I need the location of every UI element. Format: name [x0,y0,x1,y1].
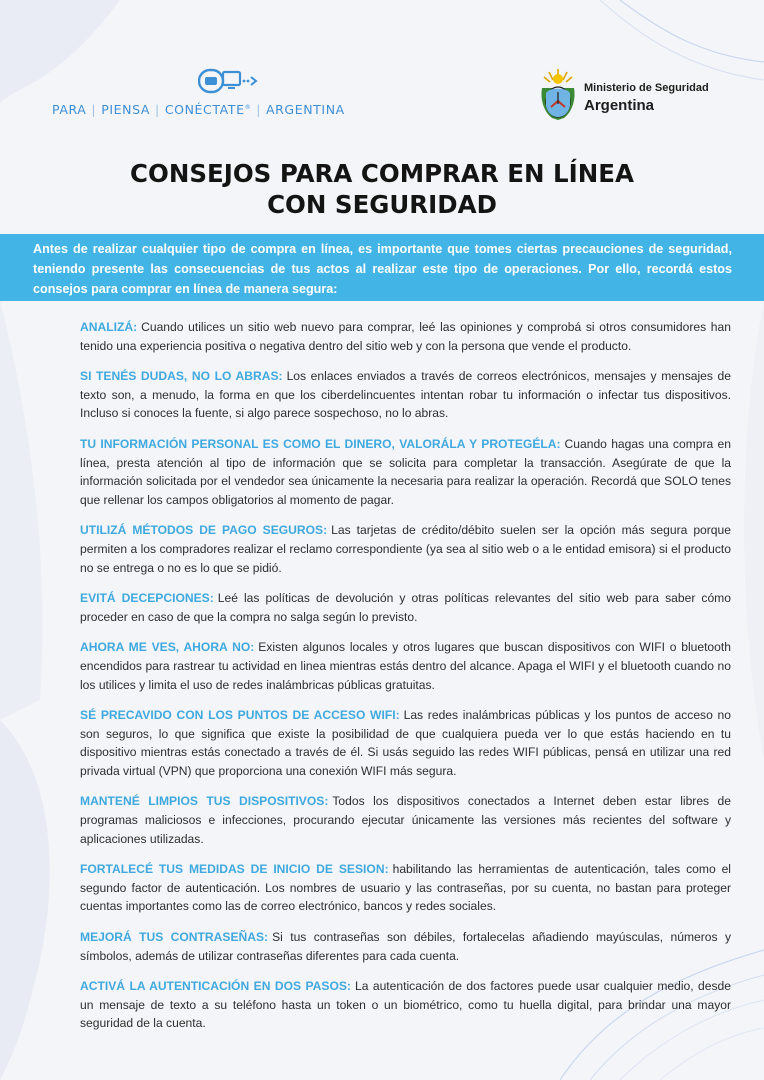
intro-banner: Antes de realizar cualquier tipo de compra en línea, es importante que tomes ciertas precauciones de seguridad, teniendo presente las consecuencias de tus actos al realizar este tipo de operaciones. Por ello, recordá estos consejos para comprar en línea de manera segura: [0,234,764,301]
tip-metodos-de-pago [80,521,731,577]
tip-text: Las redes inalámbricas públicas y los puntos de acceso no son seguros, lo que significa que existe la posibilidad de que cualquiera pueda ver lo que estás haciendo en tu dispositivo mientras estás conectado a través de él. Si usás seguido las redes WIFI públicas, pensá en utilizar una red privada virtual (VPN) que proporciona una conexión WIFI más segura. [80,708,731,778]
brand-part-para: PARA [52,102,87,117]
registered-mark: ® [244,103,252,111]
tip-heading: EVITÁ DECEPCIONES: [80,591,214,606]
tip-dos-pasos [80,977,731,1033]
tip-heading: SI TENÉS DUDAS, NO LO ABRAS: [80,369,283,384]
tip-text: La autenticación de dos factores puede usar cualquier medio, desde un mensaje de texto a su teléfono hasta un token o un biométrico, como tu huella digital, para brindar una mayor seguridad de la cuenta. [80,979,731,1031]
brand-wordmark: PARA | PIENSA | CONÉCTATE® | ARGENTINA [52,102,345,117]
tip-text: Todos los dispositivos conectados a Internet deben estar libres de programas maliciosos e infecciones, procurando ejecutar únicamente las versiones más recientes del software y aplicaciones utilizadas. [80,794,731,846]
tip-ahora-me-ves [80,638,731,694]
tip-analiza [80,318,731,355]
tip-heading: ACTIVÁ LA AUTENTICACIÓN EN DOS PASOS: [80,979,351,994]
page-title-line2: CON SEGURIDAD [267,190,497,219]
tip-text: Cuando hagas una compra en línea, presta atención al tipo de información que se solicita para completar la transacción. Asegúrate de que la información solicitada por el vendedor sea únicamente la necesaria para realizar la operación. Recordá que SOLO tenes que rellenar los campos obligatorios al momento de pagar. [80,436,731,507]
tip-heading: MEJORÁ TUS CONTRASEÑAS: [80,930,269,945]
page-title [0,158,764,220]
ministry-logo [538,66,738,124]
tip-text: Los enlaces enviados a través de correos electrónicos, mensajes y mensajes de texto son, a menudo, la forma en que los ciberdelincuentes intentan robar tu información o infectar tus dispositivos. Incluso si conoces la fuente, si algo parece sospechoso, no lo abras. [80,369,731,421]
tip-heading: UTILIZÁ MÉTODOS DE PAGO SEGUROS: [80,523,328,538]
tips-list [80,318,731,1045]
page-title-line1: CONSEJOS PARA COMPRAR EN LÍNEA [130,159,634,188]
tip-si-tenes-dudas [80,367,731,423]
brand-part-piensa: PIENSA [101,102,151,117]
tip-limpios-dispositivos [80,792,731,848]
tip-heading: AHORA ME VES, AHORA NO: [80,640,255,655]
tip-text: Existen algunos locales y otros lugares que buscan dispositivos con WIFI o bluetooth encendidos para rastrear tu actividad en linea mientras estás dentro del alcance. Apaga el WIFI y el bluetooth cuando no los utilices y limita el uso de redes inalámbricas públicas gratuitas. [80,640,731,692]
tip-heading: SÉ PRECAVIDO CON LOS PUNTOS DE ACCESO WIFI: [80,708,400,723]
connect-logo-icon [198,68,260,94]
brand-part-argentina: ARGENTINA [266,102,345,117]
ministry-country: Argentina [584,97,655,114]
tip-text: habilitando las herramientas de autenticación, tales como el segundo factor de autenticación. Los nombres de usuario y las contraseñas, por su cuenta, no bastan para proteger cuentas importantes como las de correo electrónico, bancos y redes sociales. [80,862,731,914]
tip-text: Si tus contraseñas son débiles, fortalecelas añadiendo mayúsculas, números y símbolos, además de utilizar contraseñas diferentes para cada cuenta. [80,930,731,963]
tip-puntos-de-acceso-wifi [80,706,731,780]
tip-informacion-personal [80,435,731,509]
tip-inicio-de-sesion [80,860,731,916]
brand-part-conectate: CONÉCTATE [164,102,245,117]
tip-text: Las tarjetas de crédito/débito suelen ser la opción más segura porque permiten a los compradores realizar el reclamo correspondiente (ya sea al sitio web o a le entidad emisora) si el producto no se entrega o no es lo que se pidió. [80,523,731,575]
coat-of-arms-icon [538,66,578,124]
tip-heading: TU INFORMACIÓN PERSONAL ES COMO EL DINERO, VALORÁLA Y PROTEGÉLA: [80,436,561,451]
tip-heading: MANTENÉ LIMPIOS TUS DISPOSITIVOS: [80,794,329,809]
tip-text: Cuando utilices un sitio web nuevo para comprar, leé las opiniones y comprobá si otros consumidores han tenido una experiencia positiva o negativa dentro del sitio web y con la persona que vende el producto. [80,320,731,353]
tip-evita-decepciones [80,589,731,626]
tip-heading: ANALIZÁ: [80,320,138,334]
tip-text: Leé las políticas de devolución y otras políticas relevantes del sitio web para saber cómo proceder en caso de que la compra no salga según lo previsto. [80,591,731,624]
ministry-name: Ministerio de Seguridad [584,82,709,94]
tip-heading: FORTALECÉ TUS MEDIDAS DE INICIO DE SESION: [80,862,389,877]
tip-contrasenas [80,928,731,965]
